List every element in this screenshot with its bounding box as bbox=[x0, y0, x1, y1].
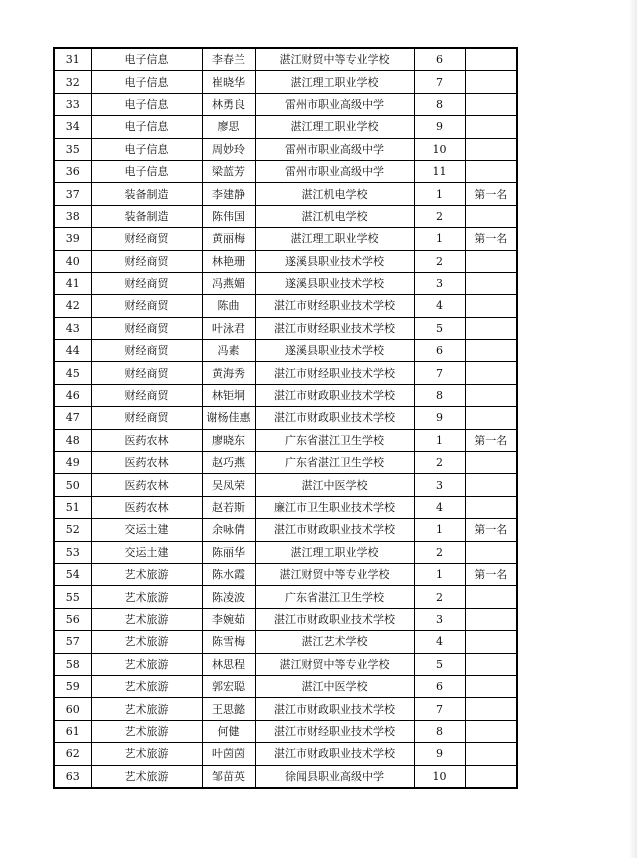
award-cell bbox=[465, 93, 517, 115]
school-cell: 广东省湛江卫生学校 bbox=[255, 452, 414, 474]
category-cell: 艺术旅游 bbox=[91, 765, 202, 788]
category-cell: 交运土建 bbox=[91, 519, 202, 541]
table-row bbox=[54, 653, 517, 675]
school-cell: 湛江理工职业学校 bbox=[255, 116, 414, 138]
school-cell: 湛江市财经职业技术学校 bbox=[255, 317, 414, 339]
category-cell: 电子信息 bbox=[91, 138, 202, 160]
category-cell: 财经商贸 bbox=[91, 362, 202, 384]
award-cell bbox=[465, 160, 517, 182]
rank-cell: 4 bbox=[414, 295, 465, 317]
category-cell: 艺术旅游 bbox=[91, 608, 202, 630]
name-cell: 周妙玲 bbox=[202, 138, 255, 160]
table-row bbox=[54, 519, 517, 541]
results-table bbox=[53, 47, 518, 789]
row-number-cell: 52 bbox=[54, 519, 91, 541]
award-cell bbox=[465, 474, 517, 496]
row-number-cell: 63 bbox=[54, 765, 91, 788]
row-number-cell: 53 bbox=[54, 541, 91, 563]
row-number-cell: 47 bbox=[54, 407, 91, 429]
row-number-cell: 58 bbox=[54, 653, 91, 675]
name-cell: 李春兰 bbox=[202, 48, 255, 71]
name-cell: 冯燕媚 bbox=[202, 272, 255, 294]
school-cell: 遂溪县职业技术学校 bbox=[255, 272, 414, 294]
school-cell: 湛江艺术学校 bbox=[255, 631, 414, 653]
award-cell: 第一名 bbox=[465, 563, 517, 585]
table-row bbox=[54, 541, 517, 563]
award-cell bbox=[465, 608, 517, 630]
row-number-cell: 42 bbox=[54, 295, 91, 317]
rank-cell: 1 bbox=[414, 519, 465, 541]
row-number-cell: 43 bbox=[54, 317, 91, 339]
row-number-cell: 31 bbox=[54, 48, 91, 71]
category-cell: 电子信息 bbox=[91, 71, 202, 93]
award-cell bbox=[465, 48, 517, 71]
rank-cell: 7 bbox=[414, 362, 465, 384]
school-cell: 湛江财贸中等专业学校 bbox=[255, 653, 414, 675]
category-cell: 医药农林 bbox=[91, 496, 202, 518]
category-cell: 财经商贸 bbox=[91, 295, 202, 317]
row-number-cell: 37 bbox=[54, 183, 91, 205]
award-cell bbox=[465, 631, 517, 653]
row-number-cell: 51 bbox=[54, 496, 91, 518]
name-cell: 廖晓东 bbox=[202, 429, 255, 451]
award-cell bbox=[465, 250, 517, 272]
rank-cell: 2 bbox=[414, 205, 465, 227]
rank-cell: 1 bbox=[414, 563, 465, 585]
rank-cell: 9 bbox=[414, 407, 465, 429]
name-cell: 叶泳君 bbox=[202, 317, 255, 339]
award-cell bbox=[465, 586, 517, 608]
table-row bbox=[54, 93, 517, 115]
table-row bbox=[54, 205, 517, 227]
rank-cell: 1 bbox=[414, 228, 465, 250]
name-cell: 谢杨佳惠 bbox=[202, 407, 255, 429]
name-cell: 陈雪梅 bbox=[202, 631, 255, 653]
row-number-cell: 59 bbox=[54, 675, 91, 697]
rank-cell: 10 bbox=[414, 765, 465, 788]
table-row bbox=[54, 407, 517, 429]
award-cell bbox=[465, 71, 517, 93]
name-cell: 崔晓华 bbox=[202, 71, 255, 93]
row-number-cell: 60 bbox=[54, 698, 91, 720]
rank-cell: 8 bbox=[414, 720, 465, 742]
award-cell bbox=[465, 541, 517, 563]
category-cell: 装备制造 bbox=[91, 183, 202, 205]
name-cell: 陈水霞 bbox=[202, 563, 255, 585]
category-cell: 财经商贸 bbox=[91, 384, 202, 406]
school-cell: 湛江市财政职业技术学校 bbox=[255, 743, 414, 765]
rank-cell: 1 bbox=[414, 429, 465, 451]
school-cell: 湛江理工职业学校 bbox=[255, 71, 414, 93]
page-edge-shadow bbox=[629, 0, 637, 858]
row-number-cell: 46 bbox=[54, 384, 91, 406]
row-number-cell: 40 bbox=[54, 250, 91, 272]
rank-cell: 2 bbox=[414, 452, 465, 474]
row-number-cell: 35 bbox=[54, 138, 91, 160]
category-cell: 财经商贸 bbox=[91, 228, 202, 250]
name-cell: 吴凤荣 bbox=[202, 474, 255, 496]
school-cell: 湛江机电学校 bbox=[255, 183, 414, 205]
category-cell: 医药农林 bbox=[91, 429, 202, 451]
category-cell: 医药农林 bbox=[91, 452, 202, 474]
name-cell: 陈曲 bbox=[202, 295, 255, 317]
category-cell: 艺术旅游 bbox=[91, 743, 202, 765]
name-cell: 何健 bbox=[202, 720, 255, 742]
award-cell bbox=[465, 116, 517, 138]
school-cell: 广东省湛江卫生学校 bbox=[255, 429, 414, 451]
rank-cell: 6 bbox=[414, 675, 465, 697]
category-cell: 财经商贸 bbox=[91, 317, 202, 339]
name-cell: 黄海秀 bbox=[202, 362, 255, 384]
school-cell: 湛江理工职业学校 bbox=[255, 228, 414, 250]
name-cell: 林勇良 bbox=[202, 93, 255, 115]
award-cell bbox=[465, 340, 517, 362]
row-number-cell: 32 bbox=[54, 71, 91, 93]
name-cell: 冯素 bbox=[202, 340, 255, 362]
category-cell: 电子信息 bbox=[91, 116, 202, 138]
row-number-cell: 62 bbox=[54, 743, 91, 765]
category-cell: 装备制造 bbox=[91, 205, 202, 227]
table-row bbox=[54, 362, 517, 384]
table-row bbox=[54, 138, 517, 160]
award-cell bbox=[465, 295, 517, 317]
name-cell: 陈伟国 bbox=[202, 205, 255, 227]
school-cell: 湛江市财政职业技术学校 bbox=[255, 698, 414, 720]
rank-cell: 2 bbox=[414, 250, 465, 272]
name-cell: 叶茵茵 bbox=[202, 743, 255, 765]
table-row bbox=[54, 474, 517, 496]
row-number-cell: 39 bbox=[54, 228, 91, 250]
table-row bbox=[54, 452, 517, 474]
school-cell: 雷州市职业高级中学 bbox=[255, 138, 414, 160]
row-number-cell: 45 bbox=[54, 362, 91, 384]
category-cell: 艺术旅游 bbox=[91, 631, 202, 653]
award-cell: 第一名 bbox=[465, 183, 517, 205]
name-cell: 邹苗英 bbox=[202, 765, 255, 788]
rank-cell: 8 bbox=[414, 384, 465, 406]
row-number-cell: 48 bbox=[54, 429, 91, 451]
award-cell bbox=[465, 384, 517, 406]
award-cell bbox=[465, 698, 517, 720]
school-cell: 湛江财贸中等专业学校 bbox=[255, 48, 414, 71]
category-cell: 电子信息 bbox=[91, 48, 202, 71]
category-cell: 交运土建 bbox=[91, 541, 202, 563]
row-number-cell: 57 bbox=[54, 631, 91, 653]
award-cell bbox=[465, 496, 517, 518]
category-cell: 艺术旅游 bbox=[91, 563, 202, 585]
table-row bbox=[54, 743, 517, 765]
name-cell: 陈丽华 bbox=[202, 541, 255, 563]
award-cell bbox=[465, 675, 517, 697]
name-cell: 王思懿 bbox=[202, 698, 255, 720]
table-row bbox=[54, 631, 517, 653]
school-cell: 湛江财贸中等专业学校 bbox=[255, 563, 414, 585]
rank-cell: 7 bbox=[414, 698, 465, 720]
rank-cell: 4 bbox=[414, 631, 465, 653]
category-cell: 医药农林 bbox=[91, 474, 202, 496]
row-number-cell: 61 bbox=[54, 720, 91, 742]
name-cell: 廖思 bbox=[202, 116, 255, 138]
name-cell: 林钜垌 bbox=[202, 384, 255, 406]
rank-cell: 7 bbox=[414, 71, 465, 93]
name-cell: 林艳珊 bbox=[202, 250, 255, 272]
table-row bbox=[54, 384, 517, 406]
award-cell: 第一名 bbox=[465, 228, 517, 250]
table-row bbox=[54, 295, 517, 317]
category-cell: 财经商贸 bbox=[91, 250, 202, 272]
category-cell: 艺术旅游 bbox=[91, 675, 202, 697]
name-cell: 郭宏聪 bbox=[202, 675, 255, 697]
table-row bbox=[54, 563, 517, 585]
rank-cell: 4 bbox=[414, 496, 465, 518]
rank-cell: 3 bbox=[414, 474, 465, 496]
category-cell: 电子信息 bbox=[91, 160, 202, 182]
rank-cell: 1 bbox=[414, 183, 465, 205]
school-cell: 湛江中医学校 bbox=[255, 675, 414, 697]
rank-cell: 8 bbox=[414, 93, 465, 115]
school-cell: 湛江市财政职业技术学校 bbox=[255, 384, 414, 406]
row-number-cell: 41 bbox=[54, 272, 91, 294]
name-cell: 赵若斯 bbox=[202, 496, 255, 518]
school-cell: 湛江市财经职业技术学校 bbox=[255, 295, 414, 317]
school-cell: 遂溪县职业技术学校 bbox=[255, 340, 414, 362]
name-cell: 林思程 bbox=[202, 653, 255, 675]
award-cell bbox=[465, 653, 517, 675]
category-cell: 财经商贸 bbox=[91, 272, 202, 294]
rank-cell: 5 bbox=[414, 653, 465, 675]
rank-cell: 11 bbox=[414, 160, 465, 182]
table-row bbox=[54, 71, 517, 93]
table-row bbox=[54, 48, 517, 71]
name-cell: 赵巧燕 bbox=[202, 452, 255, 474]
school-cell: 湛江市财政职业技术学校 bbox=[255, 519, 414, 541]
row-number-cell: 54 bbox=[54, 563, 91, 585]
school-cell: 遂溪县职业技术学校 bbox=[255, 250, 414, 272]
table-row bbox=[54, 765, 517, 788]
table-row bbox=[54, 608, 517, 630]
award-cell bbox=[465, 138, 517, 160]
row-number-cell: 56 bbox=[54, 608, 91, 630]
table-row bbox=[54, 272, 517, 294]
row-number-cell: 50 bbox=[54, 474, 91, 496]
school-cell: 湛江市财政职业技术学校 bbox=[255, 407, 414, 429]
school-cell: 湛江市财经职业技术学校 bbox=[255, 720, 414, 742]
award-cell: 第一名 bbox=[465, 429, 517, 451]
category-cell: 艺术旅游 bbox=[91, 698, 202, 720]
row-number-cell: 38 bbox=[54, 205, 91, 227]
school-cell: 湛江理工职业学校 bbox=[255, 541, 414, 563]
table-row bbox=[54, 698, 517, 720]
rank-cell: 5 bbox=[414, 317, 465, 339]
row-number-cell: 49 bbox=[54, 452, 91, 474]
rank-cell: 9 bbox=[414, 743, 465, 765]
rank-cell: 3 bbox=[414, 608, 465, 630]
table-row bbox=[54, 586, 517, 608]
school-cell: 湛江市财政职业技术学校 bbox=[255, 608, 414, 630]
award-cell bbox=[465, 362, 517, 384]
table-row bbox=[54, 675, 517, 697]
rank-cell: 10 bbox=[414, 138, 465, 160]
name-cell: 陈凌波 bbox=[202, 586, 255, 608]
table-row bbox=[54, 183, 517, 205]
school-cell: 徐闻县职业高级中学 bbox=[255, 765, 414, 788]
category-cell: 艺术旅游 bbox=[91, 720, 202, 742]
name-cell: 余咏倩 bbox=[202, 519, 255, 541]
name-cell: 李建静 bbox=[202, 183, 255, 205]
table-row bbox=[54, 228, 517, 250]
name-cell: 李婉茹 bbox=[202, 608, 255, 630]
table-row bbox=[54, 116, 517, 138]
school-cell: 湛江市财经职业技术学校 bbox=[255, 362, 414, 384]
rank-cell: 6 bbox=[414, 48, 465, 71]
category-cell: 财经商贸 bbox=[91, 407, 202, 429]
row-number-cell: 34 bbox=[54, 116, 91, 138]
award-cell bbox=[465, 317, 517, 339]
award-cell bbox=[465, 765, 517, 788]
table-row bbox=[54, 496, 517, 518]
award-cell bbox=[465, 272, 517, 294]
award-cell bbox=[465, 743, 517, 765]
rank-cell: 9 bbox=[414, 116, 465, 138]
table-row bbox=[54, 340, 517, 362]
rank-cell: 2 bbox=[414, 586, 465, 608]
school-cell: 湛江中医学校 bbox=[255, 474, 414, 496]
table-row bbox=[54, 429, 517, 451]
rank-cell: 2 bbox=[414, 541, 465, 563]
school-cell: 廉江市卫生职业技术学校 bbox=[255, 496, 414, 518]
school-cell: 湛江机电学校 bbox=[255, 205, 414, 227]
award-cell: 第一名 bbox=[465, 519, 517, 541]
name-cell: 梁蓝芳 bbox=[202, 160, 255, 182]
row-number-cell: 44 bbox=[54, 340, 91, 362]
results-table-body bbox=[54, 48, 517, 788]
table-row bbox=[54, 317, 517, 339]
table-row bbox=[54, 160, 517, 182]
row-number-cell: 33 bbox=[54, 93, 91, 115]
category-cell: 艺术旅游 bbox=[91, 653, 202, 675]
table-row bbox=[54, 720, 517, 742]
school-cell: 广东省湛江卫生学校 bbox=[255, 586, 414, 608]
school-cell: 雷州市职业高级中学 bbox=[255, 93, 414, 115]
award-cell bbox=[465, 205, 517, 227]
award-cell bbox=[465, 452, 517, 474]
award-cell bbox=[465, 720, 517, 742]
table-row bbox=[54, 250, 517, 272]
school-cell: 雷州市职业高级中学 bbox=[255, 160, 414, 182]
row-number-cell: 55 bbox=[54, 586, 91, 608]
rank-cell: 6 bbox=[414, 340, 465, 362]
category-cell: 电子信息 bbox=[91, 93, 202, 115]
category-cell: 艺术旅游 bbox=[91, 586, 202, 608]
row-number-cell: 36 bbox=[54, 160, 91, 182]
award-cell bbox=[465, 407, 517, 429]
rank-cell: 3 bbox=[414, 272, 465, 294]
name-cell: 黄丽梅 bbox=[202, 228, 255, 250]
category-cell: 财经商贸 bbox=[91, 340, 202, 362]
